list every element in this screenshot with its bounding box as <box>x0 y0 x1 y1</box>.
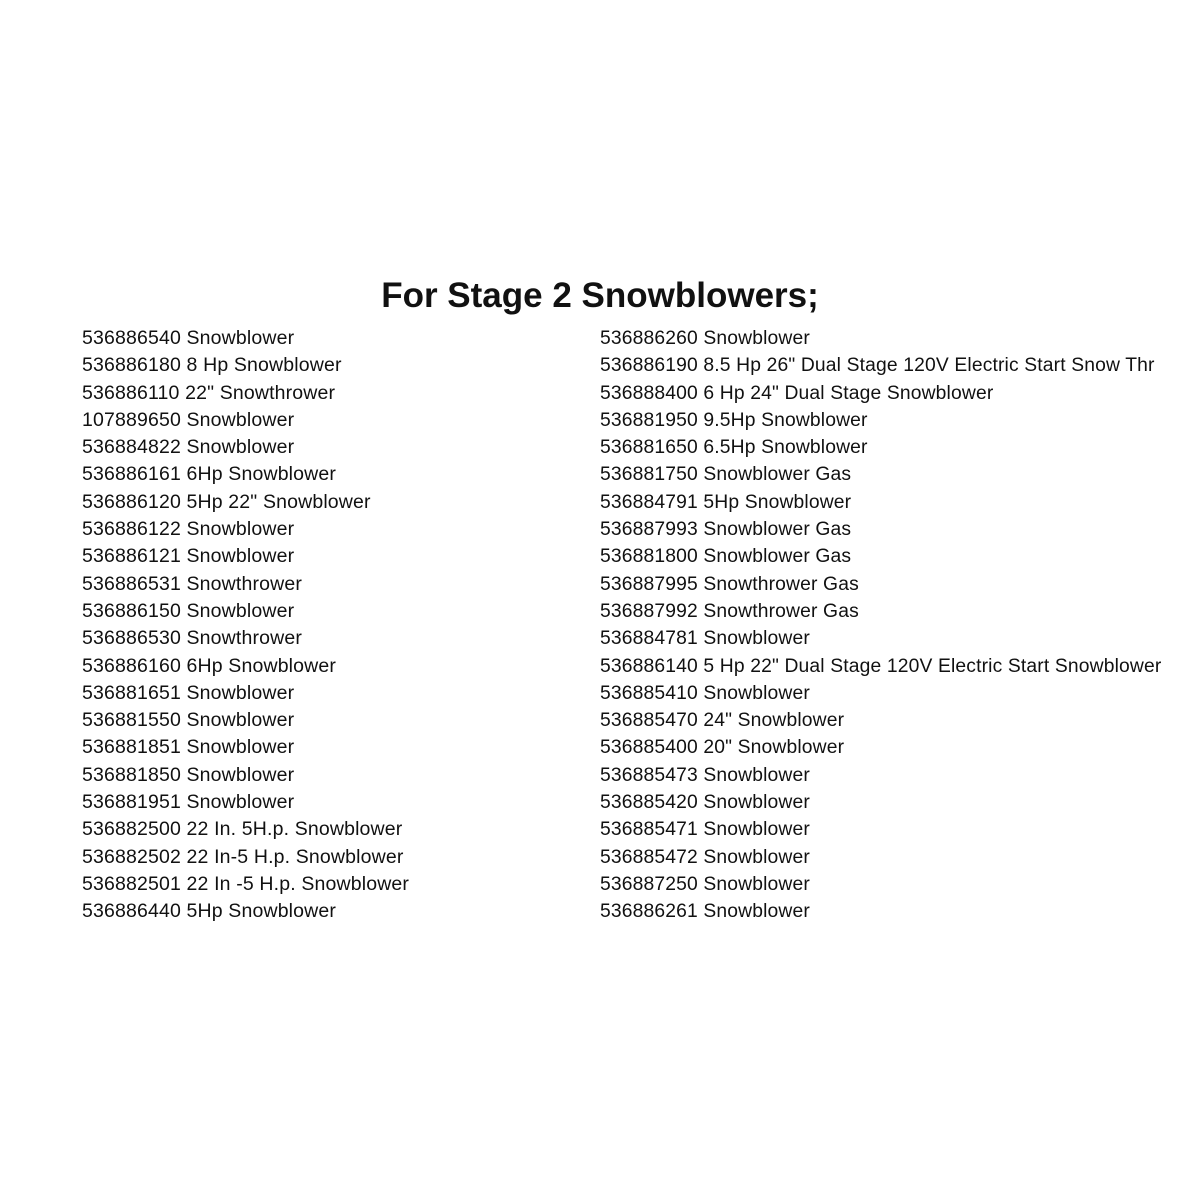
list-item: 536886531 Snowthrower <box>82 572 302 595</box>
list-item: 536884822 Snowblower <box>82 436 295 459</box>
list-item: 536886260 Snowblower <box>600 328 810 349</box>
list-item: 536887993 Snowblower Gas <box>600 519 852 541</box>
list-item: 536885420 Snowblower <box>600 792 810 814</box>
list-item: 536886161 6Hp Snowblower <box>82 463 337 486</box>
list-item: 536882501 22 In -5 H.p. Snowblower <box>82 872 410 895</box>
list-item: 536881650 6.5Hp Snowblower <box>600 437 868 459</box>
list-item: 536885473 Snowblower <box>600 764 810 786</box>
list-item: 536885400 20" Snowblower <box>600 737 845 759</box>
list-item: 536886261 Snowblower <box>600 901 810 923</box>
list-item: 107889650 Snowblower <box>82 408 295 431</box>
list-item: 536886440 5Hp Snowblower <box>82 900 337 923</box>
model-list-right <box>600 325 1198 926</box>
list-item: 536881750 Snowblower Gas <box>600 464 852 486</box>
list-item: 536886110 22" Snowthrower <box>82 381 336 404</box>
model-list-left <box>82 325 582 926</box>
list-item: 536881800 Snowblower Gas <box>600 546 852 568</box>
list-item: 536886180 8 Hp Snowblower <box>82 354 342 377</box>
list-item: 536886540 Snowblower <box>82 327 295 349</box>
list-item: 536887995 Snowthrower Gas <box>600 573 859 595</box>
page-title: For Stage 2 Snowblowers; <box>381 276 819 315</box>
list-item: 536887250 Snowblower <box>600 873 810 895</box>
list-item: 536882502 22 In-5 H.p. Snowblower <box>82 845 404 868</box>
list-item: 536886122 Snowblower <box>82 518 295 541</box>
list-item: 536886121 Snowblower <box>82 545 295 568</box>
list-item: 536885410 Snowblower <box>600 682 810 704</box>
list-item: 536881950 9.5Hp Snowblower <box>600 409 868 431</box>
list-item: 536881951 Snowblower <box>82 791 295 814</box>
list-item: 536884791 5Hp Snowblower <box>600 491 852 513</box>
list-item: 536881550 Snowblower <box>82 709 295 732</box>
list-item: 536881651 Snowblower <box>82 681 295 704</box>
list-item: 536881850 Snowblower <box>82 763 295 786</box>
list-item: 536885472 Snowblower <box>600 846 810 868</box>
list-item: 536885470 24" Snowblower <box>600 710 845 732</box>
list-item: 536886160 6Hp Snowblower <box>82 654 337 677</box>
list-item: 536886530 Snowthrower <box>82 627 302 650</box>
list-item: 536881851 Snowblower <box>82 736 295 759</box>
list-item: 536886140 5 Hp 22" Dual Stage 120V Electric Start Snowblower <box>600 655 1162 677</box>
list-item: 536886190 8.5 Hp 26" Dual Stage 120V Electric Start Snow Thr <box>600 355 1155 377</box>
list-item: 536882500 22 In. 5H.p. Snowblower <box>82 818 403 841</box>
list-item: 536887992 Snowthrower Gas <box>600 600 859 622</box>
list-item: 536888400 6 Hp 24" Dual Stage Snowblower <box>600 382 994 404</box>
list-item: 536884781 Snowblower <box>600 628 810 650</box>
list-item: 536885471 Snowblower <box>600 819 810 841</box>
list-item: 536886150 Snowblower <box>82 599 295 622</box>
list-item: 536886120 5Hp 22" Snowblower <box>82 490 371 513</box>
